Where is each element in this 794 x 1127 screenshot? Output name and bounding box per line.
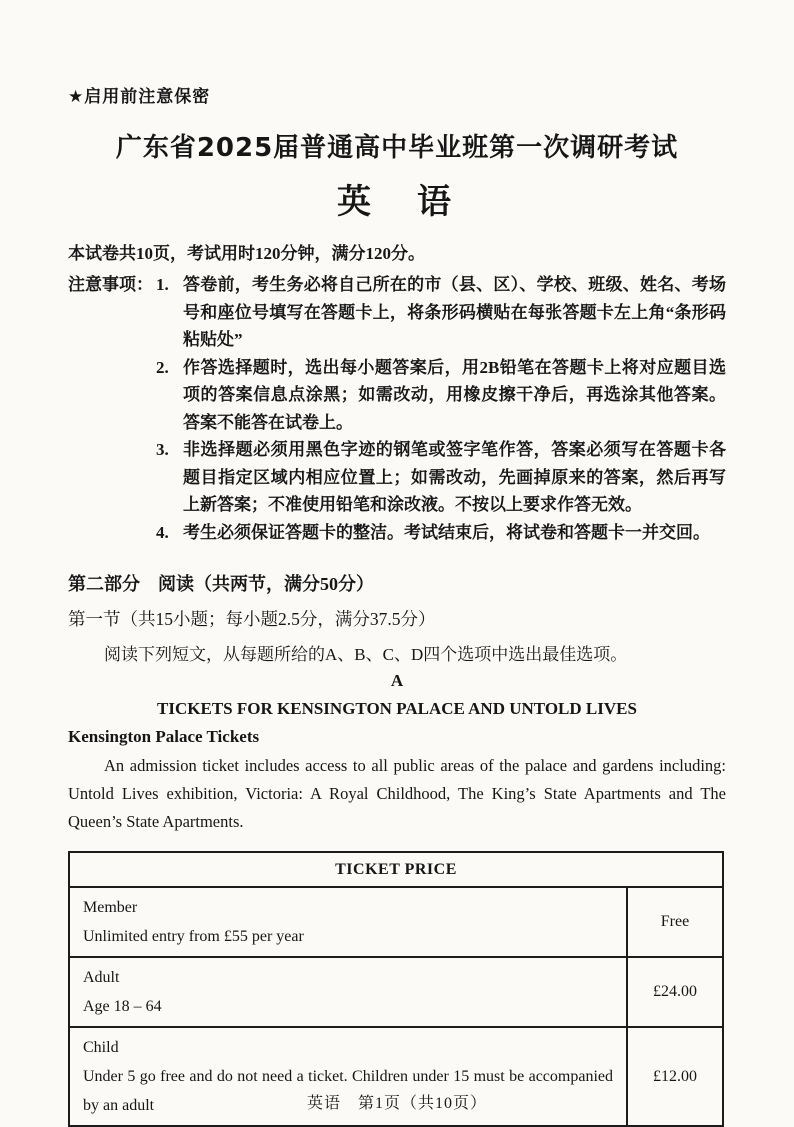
notice-text: 考生必须保证答题卡的整洁。考试结束后，将试卷和答题卡一并交回。 <box>183 522 710 542</box>
table-row <box>69 887 723 957</box>
ticket-price-table <box>68 851 724 1127</box>
ticket-category: Child <box>83 1039 119 1056</box>
table-row <box>69 957 723 1027</box>
subject-title: 英 语 <box>337 182 457 222</box>
notices-list <box>156 271 726 546</box>
page-footer: 英语 第1页（共10页） <box>306 1095 487 1112</box>
ticket-detail: Under 5 go free and do not need a ticket. Children under 15 must be accompanied by an adult <box>83 1068 613 1114</box>
ticket-description-cell <box>69 957 627 1027</box>
section-instruction: 阅读下列短文，从每题所给的A、B、C、D四个选项中选出最佳选项。 <box>104 645 628 664</box>
notice-number: 2. <box>156 357 169 377</box>
table-header-cell: TICKET PRICE <box>69 852 723 887</box>
passage-title: TICKETS FOR KENSINGTON PALACE AND UNTOLD LIVES <box>157 699 637 718</box>
paper-info: 本试卷共10页，考试用时120分钟，满分120分。 <box>68 244 425 263</box>
notice-number: 4. <box>156 522 169 542</box>
notice-text: 非选择题必须用黑色字迹的钢笔或签字笔作答，答案必须写在答题卡各题目指定区域内相应位置上；如需改动，先画掉原来的答案，然后再写上新答案；不准使用铅笔和涂改液。不按以上要求作答无效。 <box>183 440 726 514</box>
ticket-category: Member <box>83 899 138 916</box>
table-header-row <box>69 852 723 887</box>
ticket-price-cell: £24.00 <box>627 957 723 1027</box>
ticket-category: Adult <box>83 969 120 986</box>
passage-subheading: Kensington Palace Tickets <box>68 727 260 746</box>
ticket-price-cell: Free <box>627 887 723 957</box>
passage-label: A <box>390 671 404 690</box>
ticket-price-cell: £12.00 <box>627 1027 723 1126</box>
notice-number: 3. <box>156 440 169 459</box>
passage-paragraph: An admission ticket includes access to all public areas of the palace and gardens including: Untold Lives exhibition, Victoria: A Royal Childhood, The King’s State Apartments and The Queen’s State Apartments. <box>68 756 726 831</box>
notice-text: 答卷前，考生务必将自己所在的市（县、区）、学校、班级、姓名、考场号和座位号填写在答题卡上，将条形码横贴在每张答题卡左上角“条形码粘贴处” <box>183 275 726 349</box>
ticket-description-cell <box>69 887 627 957</box>
exam-notices <box>68 271 726 546</box>
ticket-detail: Age 18 – 64 <box>83 998 162 1015</box>
exam-title: 广东省2025届普通高中毕业班第一次调研考试 <box>115 133 679 163</box>
part-heading: 第二部分 阅读（共两节，满分50分） <box>68 574 374 594</box>
notice-number: 1. <box>156 275 169 294</box>
notice-item <box>156 354 726 437</box>
security-notice: ★启用前注意保密 <box>68 87 211 107</box>
notice-item <box>156 519 726 547</box>
notices-label: 注意事项： <box>68 275 153 294</box>
ticket-detail: Unlimited entry from £55 per year <box>83 928 304 945</box>
notice-item <box>156 436 726 519</box>
notice-item <box>156 271 726 354</box>
section-heading: 第一节（共15小题；每小题2.5分，满分37.5分） <box>68 609 436 629</box>
notice-text: 作答选择题时，选出每小题答案后，用2B铅笔在答题卡上将对应题目选项的答案信息点涂黑；如需改动，用橡皮擦干净后，再选涂其他答案。答案不能答在试卷上。 <box>183 357 726 432</box>
